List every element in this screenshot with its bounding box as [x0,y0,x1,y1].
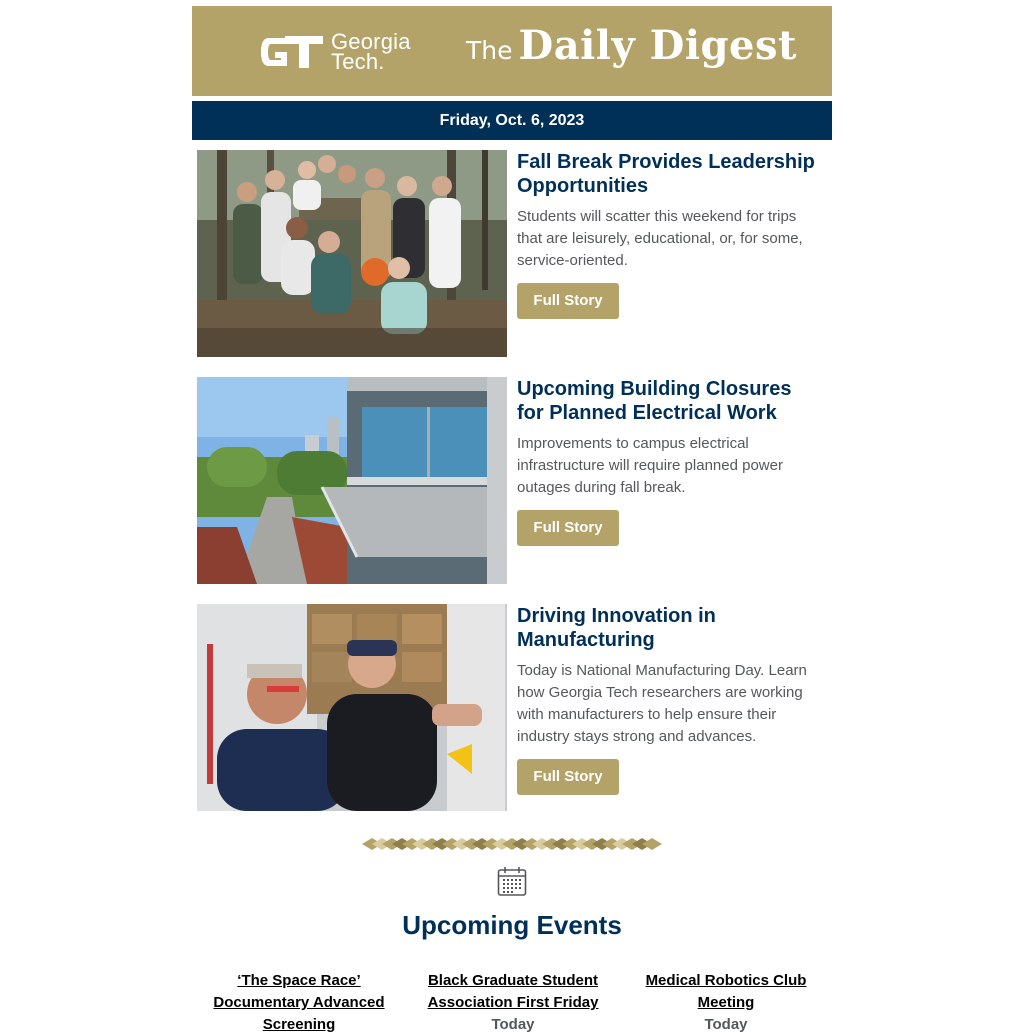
event-time: Today [491,1016,535,1033]
event-item [199,970,399,1036]
story-photo[interactable] [197,377,507,584]
story-text [517,150,817,319]
title-main: Daily Digest [518,22,797,69]
event-time: Today [704,1016,748,1033]
event-link[interactable]: ‘The Space Race’ Documentary Advanced Screening [213,972,385,1033]
story-text [517,604,817,795]
story-card [197,150,827,357]
logo-wordmark [331,29,411,74]
calendar-icon [497,865,527,897]
story-title[interactable]: Driving Innovation in Manufacturing [517,605,716,651]
manufacturing-photo [197,604,507,811]
newsletter-title [466,22,797,69]
story-card [197,377,827,584]
full-story-button[interactable]: Full Story [517,759,619,795]
story-summary: Today is National Manufacturing Day. Learn how Georgia Tech researchers are working with manufacturers to help ensure their industry stays strong and advances. [517,662,807,745]
event-link[interactable]: Medical Robotics Club Meeting [645,972,807,1011]
story-summary: Improvements to campus electrical infrastructure will require planned power outages during fall break. [517,435,783,496]
gt-logo-icon [259,30,325,74]
masthead [192,6,832,96]
campus-building-photo [197,377,507,584]
logo-line-1: Georgia [331,29,411,54]
event-link[interactable]: Black Graduate Student Association First Friday [427,972,599,1011]
logo-line-2: Tech. [331,49,385,74]
story-title[interactable]: Upcoming Building Closures for Planned Electrical Work [517,378,792,424]
georgia-tech-logo[interactable] [259,30,411,74]
title-the: The [466,36,513,65]
events-heading: Upcoming Events [402,910,622,940]
event-item [413,970,613,1036]
story-summary: Students will scatter this weekend for trips that are leisurely, educational, or, for some, service-oriented. [517,208,803,269]
story-photo[interactable] [197,604,507,811]
diamond-divider [362,836,662,852]
students-group-photo [197,150,507,357]
event-item [626,970,826,1036]
story-title[interactable]: Fall Break Provides Leadership Opportunities [517,151,815,197]
story-card [197,604,827,811]
story-text [517,377,817,546]
story-photo[interactable] [197,150,507,357]
date-bar: Friday, Oct. 6, 2023 [192,101,832,140]
full-story-button[interactable]: Full Story [517,510,619,546]
full-story-button[interactable]: Full Story [517,283,619,319]
